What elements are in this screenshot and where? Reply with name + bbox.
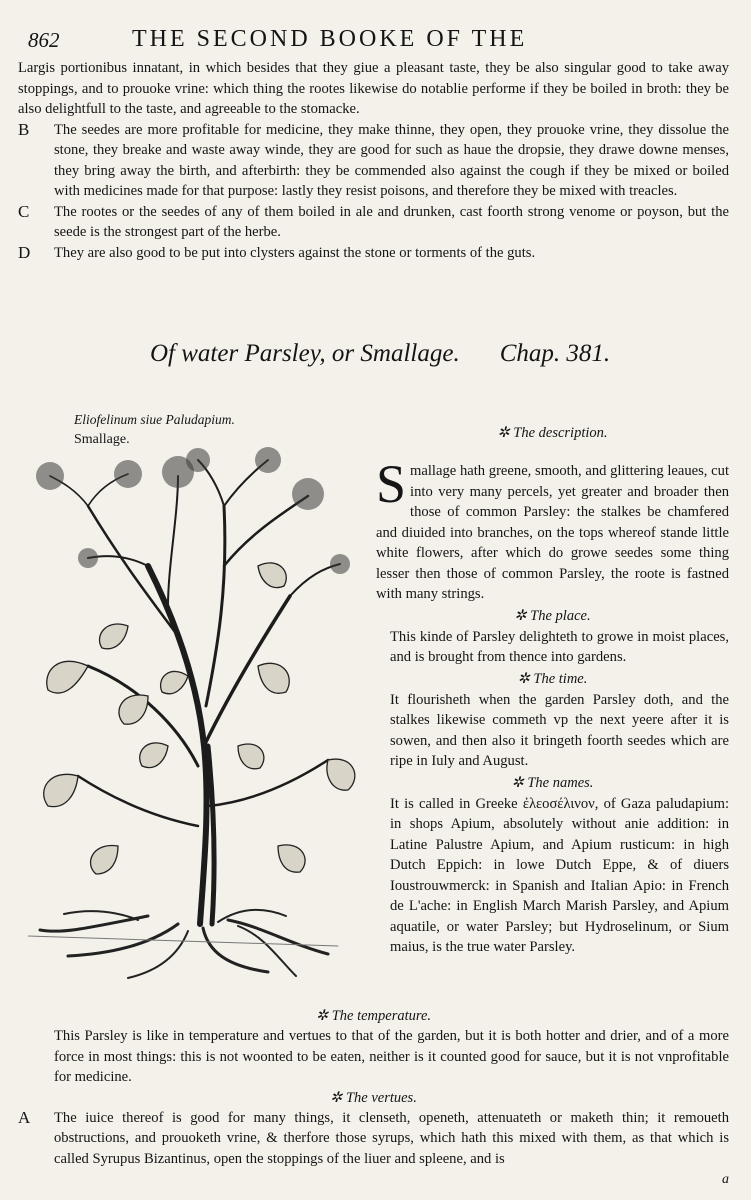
- running-title: THE SECOND BOOKE OF THE: [132, 26, 528, 52]
- continuation-paragraph: Largis portionibus innatant, in which besides that they giue a pleasant taste, they be also singular good to take away stoppings, and to prouoke vrine: which thing the rootes likewise do notablie performe if they be boiled in broth: they be also delightfull to the taste, and agreeable to the stomacke.: [18, 60, 729, 117]
- paragraph-c-text: The rootes or the seedes of any of them boiled in ale and drunken, cast foorth strong venome or poyson, but the seede is the strongest part of the herbe.: [54, 203, 729, 240]
- heading-names: ✲ The names.: [511, 774, 594, 791]
- figure-caption: [74, 410, 235, 450]
- margin-letter-b: B: [18, 119, 30, 139]
- drop-cap-s: S: [376, 454, 407, 514]
- paragraph-d: [18, 243, 729, 264]
- chapter-number: Chap. 381.: [499, 340, 611, 367]
- heading-time: ✲ The time.: [517, 670, 588, 687]
- bottom-text-block: [18, 1006, 729, 1169]
- vertues-paragraph: [18, 1108, 729, 1170]
- smallage-woodcut-illustration: [28, 446, 358, 986]
- paragraph-b-text: The seedes are more profitable for medicine, they make thinne, they open, they prouoke vrine, they dissolue the stone, they breake and waste away winde, they are good for such as haue the dropsie, they drawe downe menses, they bring away the birth, and afterbirth: they be commended also against the cough if they be mixed or boiled with medicines made for that purpose: lastly they resist poisons, and therefore they be mixed with treacles.: [54, 121, 729, 199]
- figure-english-caption: Smallage.: [74, 432, 130, 447]
- heading-vertues: ✲ The vertues.: [330, 1089, 417, 1106]
- vertues-text: The iuice thereof is good for many things, it clenseth, openeth, attenuateth or maketh thin; it remoueth obstructions, and prouoketh vrine, & therfore those syrups, which hath this mixed with them, as that which is called Syrupus Bizantinus, open the stoppings of the liuer and spleene, and is: [54, 1109, 729, 1167]
- chapter-title: Of water Parsley, or Smallage.: [150, 340, 460, 367]
- margin-letter-a: A: [18, 1107, 31, 1127]
- top-text-block: [18, 58, 729, 263]
- temperature-paragraph: This Parsley is like in temperature and vertues to that of the garden, but it is both hotter and drier, and of a more force in most things: this is not woonted to be eaten, neither is it counted good for sauce, but it is not vnprofitable for medicine.: [54, 1028, 729, 1085]
- description-paragraph: [376, 454, 729, 605]
- margin-letter-c: C: [18, 201, 30, 221]
- paragraph-c: [18, 202, 729, 243]
- page-number: 862: [28, 28, 60, 52]
- paragraph-d-text: They are also good to be put into clysters against the stone or torments of the guts.: [54, 244, 536, 261]
- heading-temperature: ✲ The temperature.: [315, 1008, 432, 1024]
- margin-letter-d: D: [18, 242, 31, 262]
- heading-description: ✲ The description.: [497, 425, 608, 441]
- running-head: [28, 26, 731, 56]
- heading-place: ✲ The place.: [514, 607, 591, 624]
- place-paragraph: This kinde of Parsley delighteth to growe in moist places, and is brought from thence into gardens.: [390, 628, 729, 665]
- paragraph-b: [18, 120, 729, 202]
- right-column: [376, 422, 729, 958]
- names-paragraph: It is called in Greeke ἐλεοσέλινον, of Gaza paludapium: in shops Apium, absolutely without anie addition: in Latine Palustre Apium, and Apium rusticum: in high Dutch Eppich: in lowe Dutch Eppe, & of diuers Ioustrouwmerck: in Spanish and Italian Apio: in French de L'ache: in English March Marish Parsley, and Apium aquatile, or water Parsley; but Hydroselinum, or Sium maius, is the true water Parsley.: [390, 795, 729, 955]
- figure-latin-caption: Eliofelinum siue Paludapium.: [74, 412, 235, 427]
- time-paragraph: It flourisheth when the garden Parsley doth, and the stalkes likewise commeth vp the next yeere after it is sowen, and then also it bringeth foorth seedes which are ripe in Iuly and August.: [390, 691, 729, 769]
- signature-mark: a: [722, 1172, 729, 1187]
- chapter-heading: [150, 340, 610, 368]
- description-text: mallage hath greene, smooth, and glittering leaues, cut into very many percels, yet greater and broader then those of common Parsley: the stalkes be chamfered and diuided into branches, on the tops whereof stande little white flowers, after which do growe seedes some thing lesser then those of common Parsley, the roote is fastned with many strings.: [376, 463, 729, 602]
